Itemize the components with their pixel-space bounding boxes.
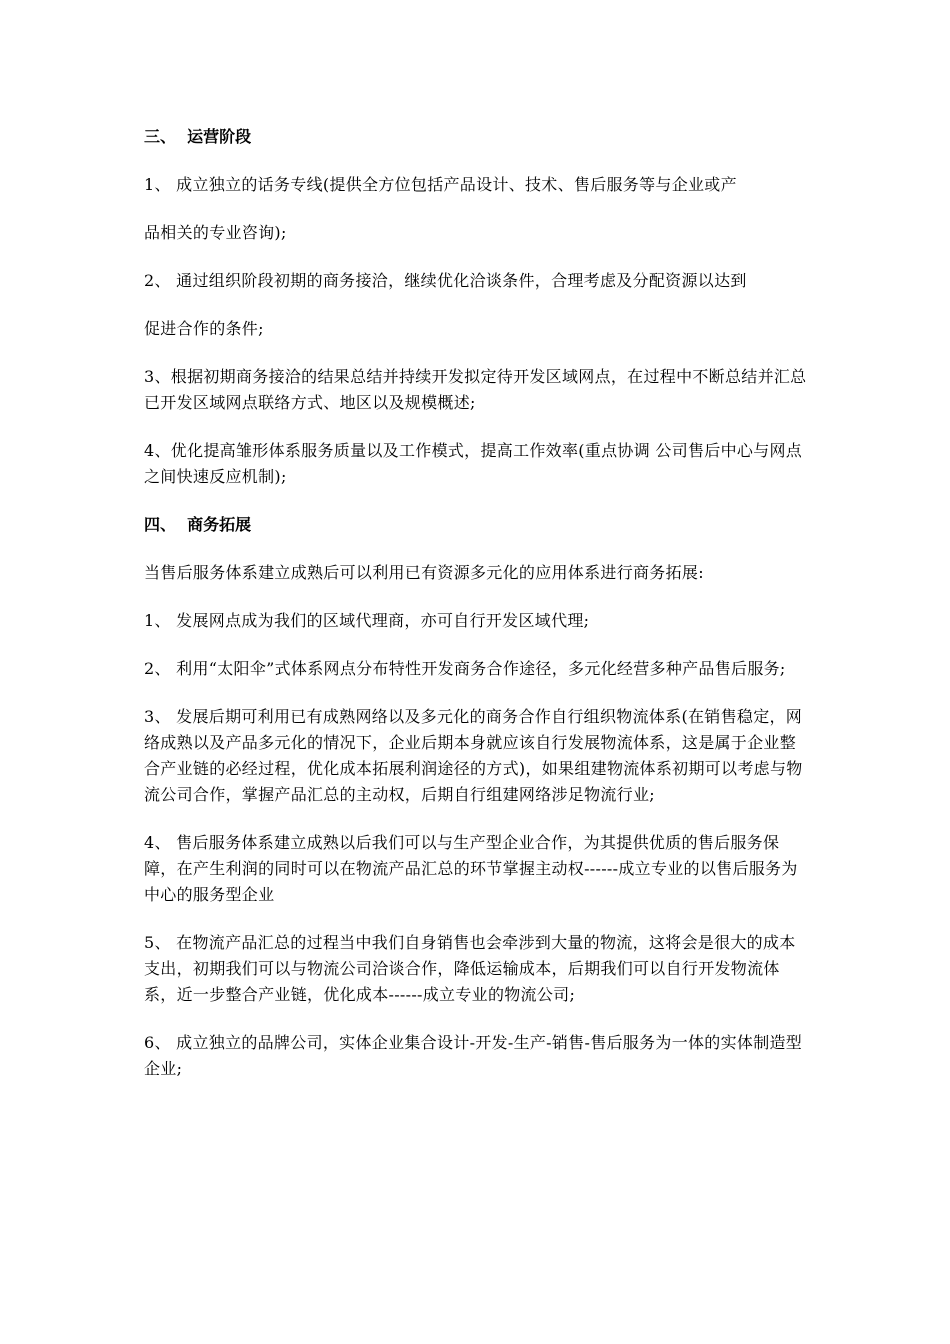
- paragraph-4-intro: 当售后服务体系建立成熟后可以利用已有资源多元化的应用体系进行商务拓展:: [144, 563, 704, 582]
- paragraph-3-2b: 促进合作的条件;: [144, 319, 264, 338]
- paragraph-4-1: 1、 发展网点成为我们的区域代理商，亦可自行开发区域代理;: [144, 611, 590, 630]
- paragraph-4-2: 2、 利用“太阳伞”式体系网点分布特性开发商务合作途径，多元化经营多种产品售后服务;: [144, 659, 786, 678]
- paragraph-3-1b: 品相关的专业咨询);: [144, 223, 287, 242]
- paragraph-3-2a: 2、 通过组织阶段初期的商务接洽，继续优化洽谈条件，合理考虑及分配资源以达到: [144, 271, 747, 290]
- paragraph-4-6: 6、 成立独立的品牌公司，实体企业集合设计-开发-生产-销售-售后服务为一体的实体制造型企业;: [144, 1033, 803, 1078]
- section-heading-business-expansion: 四、 商务拓展: [144, 515, 252, 534]
- paragraph-4-4: 4、 售后服务体系建立成熟以后我们可以与生产型企业合作，为其提供优质的售后服务保障，在产生利润的同时可以在物流产品汇总的环节掌握主动权------成立专业的以售后服务为中心的服务型企业: [144, 833, 798, 904]
- paragraph-3-1a: 1、 成立独立的话务专线(提供全方位包括产品设计、技术、售后服务等与企业或产: [144, 175, 737, 194]
- paragraph-3-4: 4、优化提高雏形体系服务质量以及工作模式，提高工作效率(重点协调 公司售后中心与网点 之间快速反应机制);: [144, 441, 803, 486]
- paragraph-4-3: 3、 发展后期可利用已有成熟网络以及多元化的商务合作自行组织物流体系(在销售稳定，网络成熟以及产品多元化的情况下，企业后期本身就应该自行发展物流体系，这是属于企业整合产业链的必经过程，优化成本拓展利润途径的方式)，如果组建物流体系初期可以考虑与物流公司合作，掌握产品汇总的主动权，后期自行组建网络涉足物流行业;: [144, 707, 803, 804]
- paragraph-3-3: 3、根据初期商务接洽的结果总结并持续开发拟定待开发区域网点，在过程中不断总结并汇总已开发区域网点联络方式、地区以及规模概述;: [144, 367, 807, 412]
- section-heading-operation: 三、 运营阶段: [144, 127, 252, 146]
- paragraph-4-5: 5、 在物流产品汇总的过程当中我们自身销售也会牵涉到大量的物流，这将会是很大的成本支出，初期我们可以与物流公司洽谈合作，降低运输成本，后期我们可以自行开发物流体系，近一步整合产业链，优化成本------成立专业的物流公司;: [144, 933, 796, 1004]
- document-page: [144, 124, 810, 1104]
